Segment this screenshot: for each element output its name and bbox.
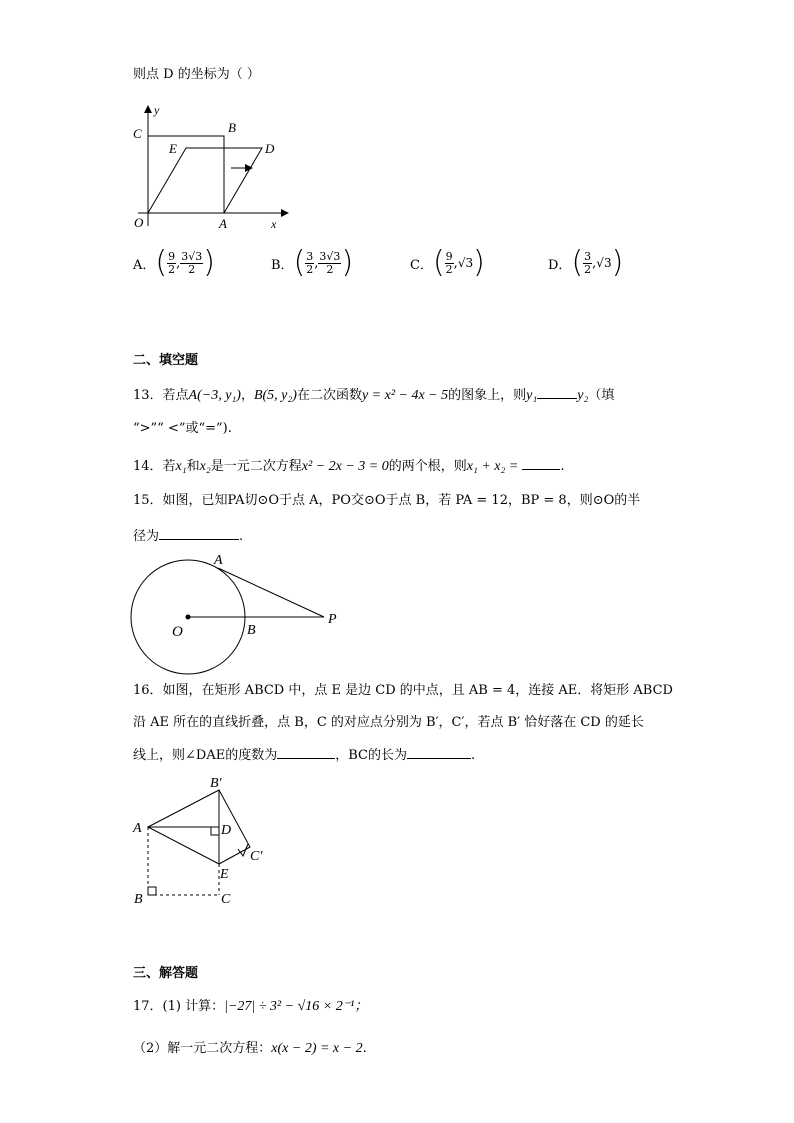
label-D: D: [221, 823, 232, 838]
label-D: D: [265, 141, 275, 156]
label-Cprime: C′: [250, 849, 263, 864]
section-solve-title: 三、解答题: [133, 966, 199, 981]
q13-answer-blank[interactable]: [537, 385, 577, 399]
label-C: C: [133, 126, 142, 141]
question-17-part1: 17．(1) 计算：|−27| ÷ 3² − √16 × 2⁻¹；: [133, 999, 369, 1014]
q15-figure: [128, 550, 358, 680]
option-d[interactable]: D． ( $\frac{3}{2}$ , √3 ): [548, 245, 624, 280]
question-16-line1: 16．如图，在矩形 ABCD 中，点 E 是边 CD 的中点，且 AB = 4，连接 AE．将矩形 ABCD: [133, 683, 673, 698]
segment-PA: [218, 568, 324, 617]
question-16-line3: 线上，则∠DAE的度数为 ，BC的长为 .: [133, 745, 475, 765]
q16-figure: [128, 772, 278, 912]
question-15-line2: 径为 .: [133, 526, 243, 546]
label-O: O: [172, 624, 183, 640]
label-B: B: [247, 623, 256, 638]
question-13-line2: “>”“ <”或“=”).: [133, 421, 232, 436]
q16-angle-blank[interactable]: [277, 745, 335, 759]
question-17-part2: （2）解一元二次方程：x(x − 2) = x − 2.: [133, 1041, 367, 1056]
label-C: C: [221, 892, 231, 907]
section-fill-in-title: 二、填空题: [133, 353, 199, 368]
label-B: B: [228, 120, 236, 135]
label-x: x: [271, 217, 277, 231]
option-c[interactable]: C． ( $\frac{9}{2}$ , √3 ): [410, 245, 485, 280]
label-O: O: [134, 215, 144, 230]
q14-answer-blank[interactable]: [522, 456, 560, 470]
parallelogram-OADE: [148, 148, 262, 213]
q15-answer-blank[interactable]: [159, 526, 239, 540]
center-dot: [186, 615, 191, 620]
option-b[interactable]: B． ( $\frac{3}{2}$ , $\frac{3√3}{2}$ ): [271, 245, 354, 280]
q16-bc-blank[interactable]: [407, 745, 471, 759]
option-a[interactable]: A． ( $\frac{9}{2}$ , $\frac{3√3}{2}$ ): [133, 245, 215, 280]
label-Bprime: B′: [210, 776, 222, 791]
label-E: E: [220, 867, 229, 882]
question-14: 14．若x₁和x₂是一元二次方程x² − 2x − 3 = 0的两个根，则x₁ + x₂ = .: [133, 456, 564, 476]
right-angle-D: [211, 827, 219, 835]
question-16-line2: 沿 AE 所在的直线折叠，点 B，C 的对应点分别为 B′，C′，若点 B′ 恰好落在 CD 的延长: [133, 715, 644, 730]
q12-prompt: 则点 D 的坐标为（ ）: [133, 67, 260, 82]
label-B: B: [134, 892, 143, 907]
question-13-line1: 13．若点A(−3, y₁)，B(5, y₂)在二次函数y = x² − 4x − 5的图象上，则y₁ y₂（填: [133, 385, 614, 405]
right-angle-B: [148, 887, 156, 895]
q12-figure: [128, 98, 298, 233]
right-angle-Cprime: [238, 844, 248, 856]
label-A: A: [214, 553, 223, 568]
label-P: P: [328, 612, 337, 627]
label-A: A: [219, 216, 227, 231]
question-15-line1: 15．如图，已知PA切⊙O于点 A，PO交⊙O于点 B，若 PA = 12，BP = 8，则⊙O的半: [133, 493, 641, 508]
label-y: y: [154, 103, 160, 117]
label-E: E: [169, 141, 177, 156]
label-A: A: [133, 821, 142, 836]
